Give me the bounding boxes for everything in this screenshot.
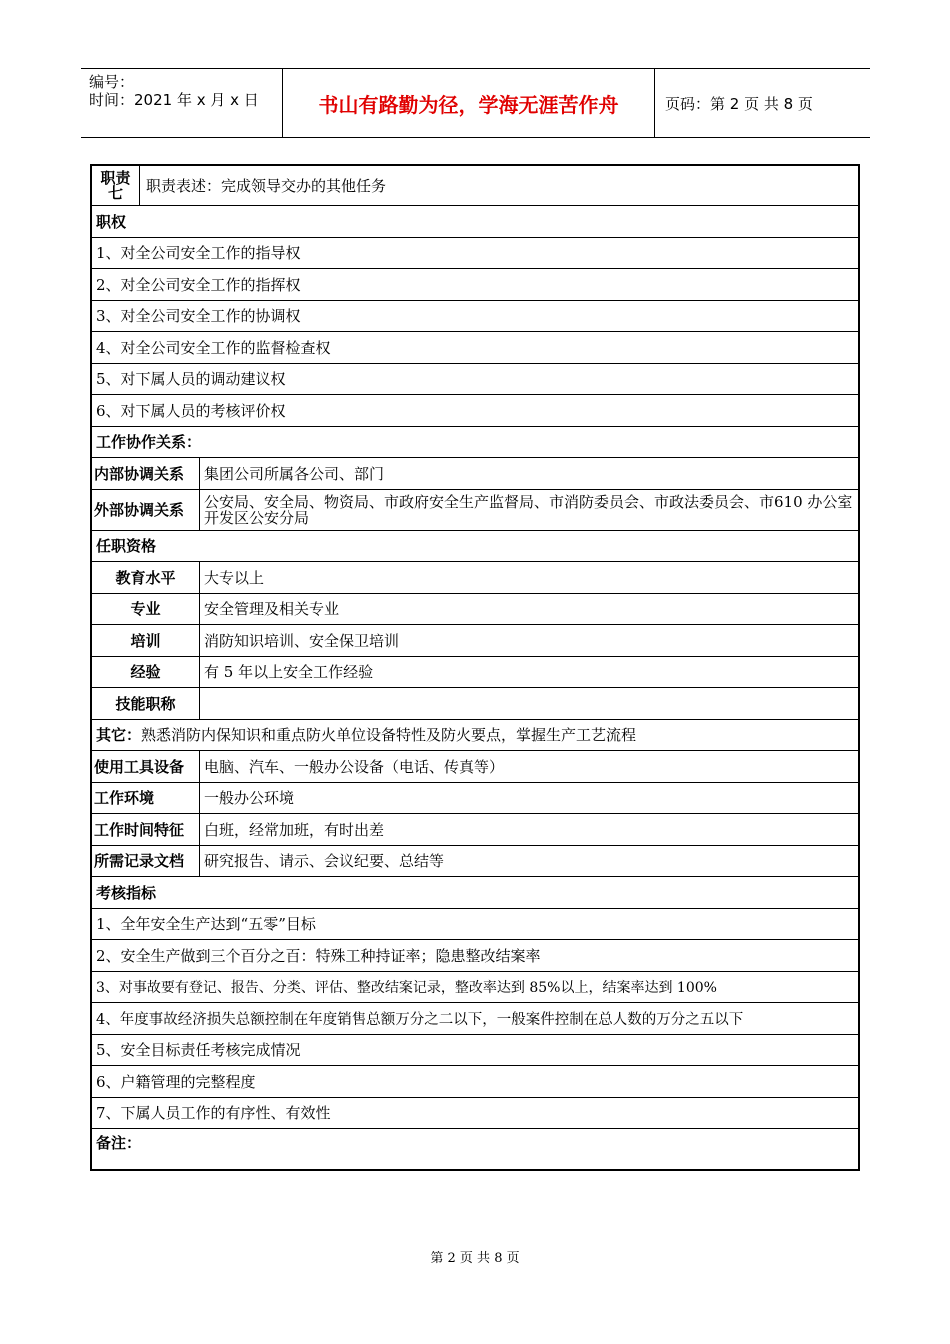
training-value: 消防知识培训、安全保卫培训 <box>204 631 400 650</box>
relations-title: 工作协作关系： <box>96 433 202 452</box>
list-item <box>92 238 858 270</box>
education-label: 教育水平 <box>92 562 200 593</box>
list-item <box>92 1035 858 1067</box>
authority-item: 5、对下属人员的调动建议权 <box>96 370 286 389</box>
remarks-label: 备注： <box>96 1134 142 1152</box>
table-row <box>92 657 858 689</box>
internal-relations-label: 内部协调关系 <box>92 458 200 489</box>
qualifications-title: 任职资格 <box>96 537 157 556</box>
education-value: 大专以上 <box>204 568 265 587</box>
header-divider <box>654 69 655 137</box>
header-page-number: 页码：第 2 页 共 8 页 <box>665 94 813 113</box>
assessment-title: 考核指标 <box>96 883 157 902</box>
section-header-row <box>92 206 858 238</box>
other-requirements <box>92 720 858 751</box>
table-row <box>92 751 858 783</box>
work-time-value: 白班，经常加班，有时出差 <box>204 820 385 839</box>
list-item <box>92 1066 858 1098</box>
duty-label <box>92 166 140 205</box>
experience-label: 经验 <box>92 657 200 688</box>
tools-label: 使用工具设备 <box>92 751 200 782</box>
section-header-row <box>92 877 858 909</box>
records-value: 研究报告、请示、会议纪要、总结等 <box>204 852 445 871</box>
table-row <box>92 688 858 720</box>
table-row <box>92 490 858 531</box>
table-row <box>92 562 858 594</box>
page-footer: 第 2 页 共 8 页 <box>430 1251 520 1266</box>
assessment-item: 6、户籍管理的完整程度 <box>96 1072 256 1091</box>
table-row <box>92 846 858 878</box>
duty-label-line1: 职责 <box>100 168 131 187</box>
table-row <box>92 720 858 752</box>
records-label: 所需记录文档 <box>92 846 200 877</box>
list-item <box>92 269 858 301</box>
experience-value: 有 5 年以上安全工作经验 <box>204 663 374 682</box>
table-row <box>92 814 858 846</box>
authority-item: 3、对全公司安全工作的协调权 <box>96 307 301 326</box>
page-header <box>81 68 870 138</box>
authority-item: 4、对全公司安全工作的监督检查权 <box>96 338 331 357</box>
list-item <box>92 364 858 396</box>
internal-relations-value: 集团公司所属各公司、部门 <box>204 464 385 483</box>
table-row <box>92 625 858 657</box>
duty-row <box>92 166 858 206</box>
authority-item: 2、对全公司安全工作的指挥权 <box>96 275 301 294</box>
list-item <box>92 1003 858 1035</box>
training-label: 培训 <box>92 625 200 656</box>
remarks-row <box>92 1129 858 1169</box>
document-time-label: 时间：2021 年 x 月 x 日 <box>89 91 259 109</box>
environment-label: 工作环境 <box>92 783 200 814</box>
duty-label-line2: 七 <box>107 183 123 202</box>
list-item <box>92 395 858 427</box>
environment-value: 一般办公环境 <box>204 789 295 808</box>
header-meta <box>89 73 279 109</box>
other-label: 其它： <box>96 726 142 745</box>
work-time-label: 工作时间特征 <box>92 814 200 845</box>
section-header-row <box>92 427 858 459</box>
skill-title-value <box>200 688 858 719</box>
external-relations-value: 公安局、安全局、物资局、市政府安全生产监督局、市消防委员会、市政法委员会、市610 办公室开发区公安分局 <box>204 492 853 527</box>
list-item <box>92 909 858 941</box>
external-relations-label: 外部协调关系 <box>92 490 200 530</box>
assessment-item: 1、全年安全生产达到“五零”目标 <box>96 915 316 934</box>
authority-title: 职权 <box>96 212 127 231</box>
skill-title-label: 技能职称 <box>92 688 200 719</box>
assessment-item: 4、年度事故经济损失总额控制在年度销售总额万分之二以下，一般案件控制在总人数的万分之五以下 <box>96 1011 744 1028</box>
section-header-row <box>92 531 858 563</box>
assessment-item: 2、安全生产做到三个百分之百：特殊工种持证率；隐患整改结案率 <box>96 946 541 965</box>
assessment-item: 7、下属人员工作的有序性、有效性 <box>96 1104 331 1123</box>
header-motto: 书山有路勤为径，学海无涯苦作舟 <box>318 92 619 117</box>
job-description-table <box>90 164 860 1171</box>
major-value: 安全管理及相关专业 <box>204 600 340 619</box>
duty-text: 职责表述：完成领导交办的其他任务 <box>146 177 387 195</box>
authority-item: 6、对下属人员的考核评价权 <box>96 401 286 420</box>
assessment-item: 5、安全目标责任考核完成情况 <box>96 1041 301 1060</box>
list-item <box>92 1098 858 1130</box>
tools-value: 电脑、汽车、一般办公设备（电话、传真等） <box>204 757 505 776</box>
list-item <box>92 940 858 972</box>
authority-item: 1、对全公司安全工作的指导权 <box>96 244 301 263</box>
list-item <box>92 301 858 333</box>
table-row <box>92 458 858 490</box>
assessment-item: 3、对事故要有登记、报告、分类、评估、整改结案记录，整改率达到 85%以上，结案率达到 100% <box>96 979 717 996</box>
document-number-label: 编号： <box>89 73 135 91</box>
other-text: 熟悉消防内保知识和重点防火单位设备特性及防火要点，掌握生产工艺流程 <box>141 726 637 745</box>
list-item <box>92 332 858 364</box>
list-item <box>92 972 858 1004</box>
table-row <box>92 783 858 815</box>
table-row <box>92 594 858 626</box>
major-label: 专业 <box>92 594 200 625</box>
